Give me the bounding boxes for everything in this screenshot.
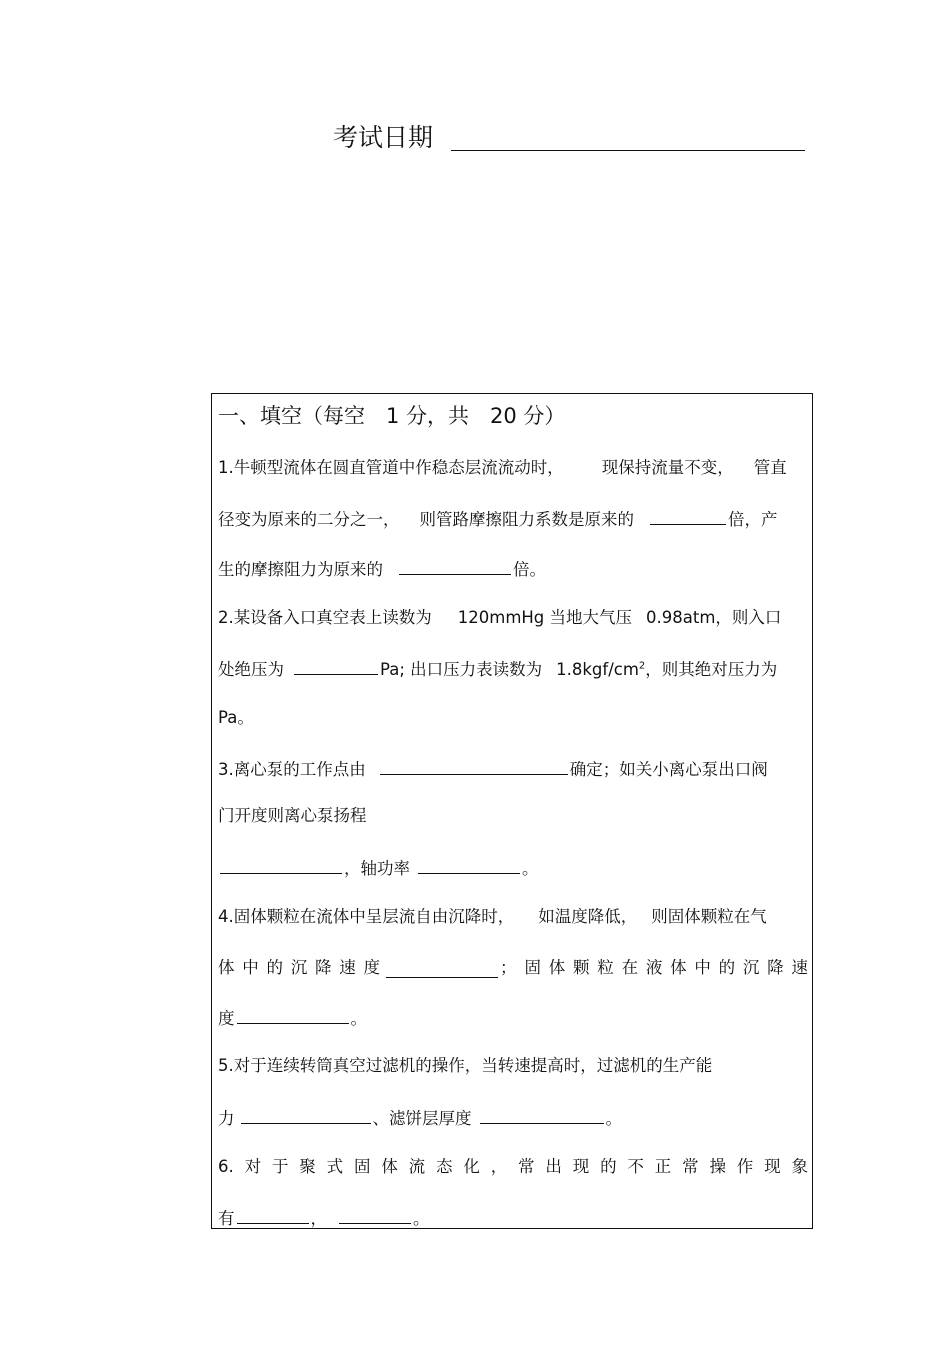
q6-blank-2[interactable] <box>339 1207 411 1224</box>
q2-line-3: Pa。 <box>218 708 254 727</box>
q3-line-3: ，轴功率 。 <box>218 857 808 879</box>
q1-blank-1[interactable] <box>650 508 726 525</box>
q3-blank-2[interactable] <box>220 857 342 874</box>
q2-blank-1[interactable] <box>294 658 378 675</box>
q1-blank-2[interactable] <box>399 558 511 575</box>
q2-line-2: 处绝压为 Pa; 出口压力表读数为 $1.8kgf/cm^2$，则其绝对压力为 <box>218 660 778 679</box>
q3-blank-3[interactable] <box>418 857 520 874</box>
q6-blank-1[interactable] <box>237 1207 309 1224</box>
q6-line-2: 有 ， 。 <box>218 1209 430 1228</box>
q2-line-1: 2.某设备入口真空表上读数为 120mmHg 当地大气压 0.98atm，则入口 <box>218 608 782 627</box>
q4-blank-1[interactable] <box>386 961 498 978</box>
exam-date-blank[interactable] <box>451 150 805 151</box>
q1-line-3: 生的摩擦阻力为原来的 倍。 <box>218 560 546 579</box>
q3-blank-1[interactable] <box>380 758 568 775</box>
q5-blank-1[interactable] <box>241 1107 371 1124</box>
section-title: 一、填空（每空 1 分，共 20 分） <box>218 404 566 428</box>
exam-date-label: 考试日期 <box>333 123 434 152</box>
q4-line-1: 4.固体颗粒在流体中呈层流自由沉降时， 如温度降低， 则固体颗粒在气 <box>218 907 767 926</box>
q4-line-3: 度 。 <box>218 1009 367 1028</box>
q4-line-2: 体 中 的 沉 降 速 度 ； 固 体 颗 粒 在 液 体 中 的 沉 降 速 <box>218 958 808 977</box>
q5-line-1: 5.对于连续转筒真空过滤机的操作，当转速提高时，过滤机的生产能 <box>218 1056 713 1075</box>
q3-line-1: 3.离心泵的工作点由 确定；如关小离心泵出口阀 <box>218 760 768 779</box>
q1-line-1: 1.牛顿型流体在圆直管道中作稳态层流流动时， 现保持流量不变， 管直 <box>218 458 787 477</box>
q1-line-2: 径变为原来的二分之一， 则管路摩擦阻力系数是原来的 倍，产 <box>218 510 778 529</box>
q6-line-1: 6. 对 于 聚 式 固 体 流 态 化 ， 常 出 现 的 不 正 常 操 作 现 象 <box>218 1157 808 1176</box>
q3-line-2: 门开度则离心泵扬程 <box>218 806 367 825</box>
q4-blank-2[interactable] <box>237 1007 349 1024</box>
q5-line-2: 力 、滤饼层厚度 。 <box>218 1109 622 1128</box>
q5-blank-2[interactable] <box>480 1107 604 1124</box>
